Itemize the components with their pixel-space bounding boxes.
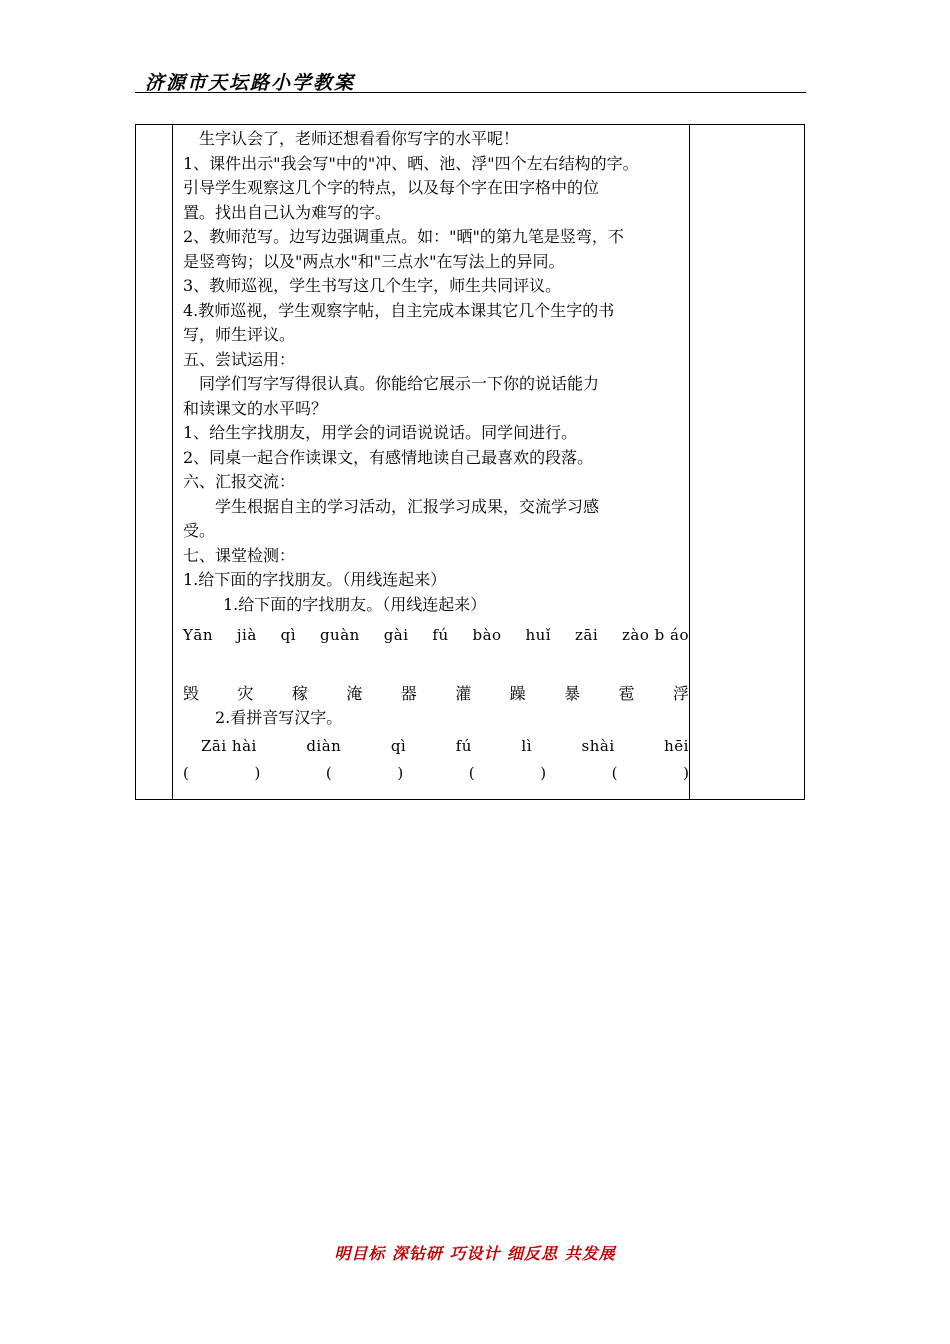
pinyin-item: diàn bbox=[306, 736, 342, 755]
answer-blank-paren: ( bbox=[468, 764, 475, 782]
content-line: 同学们写字写得很认真。你能给它展示一下你的说话能力 bbox=[199, 374, 600, 393]
character-row bbox=[183, 682, 689, 707]
content-line: 3、教师巡视，学生书写这几个生字，师生共同评议。 bbox=[183, 276, 562, 295]
pinyin-item: shài bbox=[581, 736, 615, 755]
section-heading: 六、汇报交流： bbox=[183, 472, 296, 491]
content-line: 受。 bbox=[183, 521, 216, 540]
content-line: 1、课件出示"我会写"中的"冲、晒、池、浮"四个左右结构的字。 bbox=[183, 153, 639, 173]
content-line: 是竖弯钩；以及"两点水"和"三点水"在写法上的异同。 bbox=[183, 251, 565, 271]
character-item: 雹 bbox=[618, 683, 635, 703]
answer-blank-paren: ) bbox=[540, 764, 547, 782]
pinyin-item: gài bbox=[383, 626, 409, 644]
exercise-title: 2.看拼音写汉字。 bbox=[215, 708, 343, 727]
section-heading: 五、尝试运用： bbox=[183, 349, 296, 369]
pinyin-item: zào b áo bbox=[622, 626, 689, 644]
character-item: 灾 bbox=[237, 683, 254, 703]
character-item: 灌 bbox=[455, 683, 472, 703]
character-item: 稼 bbox=[291, 683, 308, 703]
pinyin-item: fú bbox=[455, 736, 472, 755]
pinyin-item: Yān bbox=[183, 626, 214, 644]
answer-blank-paren: ( bbox=[611, 764, 618, 782]
pinyin-item: jià bbox=[236, 626, 257, 644]
exercise-title: 1.给下面的字找朋友。（用线连起来） bbox=[223, 594, 487, 614]
pinyin-item: qì bbox=[280, 626, 297, 644]
character-item: 器 bbox=[400, 683, 417, 703]
header-divider bbox=[135, 92, 806, 93]
pinyin-item: huǐ bbox=[525, 626, 552, 644]
content-line: 学生根据自主的学习活动，汇报学习成果，交流学习感 bbox=[215, 496, 600, 516]
pinyin-item: Zāi hài bbox=[201, 736, 257, 755]
answer-blank-paren: ) bbox=[683, 764, 689, 782]
table-column-divider-left bbox=[172, 125, 173, 799]
content-line: 2、同桌一起合作读课文，有感情地读自己最喜欢的段落。 bbox=[183, 447, 594, 467]
content-line: 引导学生观察这几个字的特点，以及每个字在田字格中的位 bbox=[183, 178, 600, 197]
character-item: 浮 bbox=[672, 683, 689, 703]
footer-motto: 明目标 深钻研 巧设计 细反思 共发展 bbox=[334, 1244, 616, 1263]
answer-blank-paren: ( bbox=[183, 764, 189, 782]
pinyin-item: zāi bbox=[574, 626, 599, 644]
pinyin-item: bào bbox=[472, 626, 502, 644]
content-line: 1、给生字找朋友，用学会的词语说说话。同学间进行。 bbox=[183, 423, 578, 442]
pinyin-item: hēi bbox=[664, 736, 689, 755]
content-line: 生字认会了，老师还想看看你写字的水平呢！ bbox=[199, 129, 520, 148]
answer-blank-paren: ) bbox=[254, 764, 261, 782]
section-heading: 七、课堂检测： bbox=[183, 545, 296, 565]
answer-blank-paren: ) bbox=[397, 764, 404, 782]
content-line: 2、教师范写。边写边强调重点。如："晒"的第九笔是竖弯，不 bbox=[183, 227, 624, 246]
header-title: 济源市天坛路小学教案 bbox=[145, 72, 356, 94]
pinyin-row-2 bbox=[183, 734, 689, 759]
content-line: 置。找出自己认为难写的字。 bbox=[183, 202, 392, 222]
character-item: 毁 bbox=[183, 683, 200, 703]
content-line: 写，师生评议。 bbox=[183, 325, 296, 344]
lesson-content bbox=[183, 127, 689, 786]
answer-blanks-row bbox=[183, 761, 689, 786]
pinyin-item: lì bbox=[521, 736, 533, 755]
exercise-title: 1.给下面的字找朋友。（用线连起来） bbox=[183, 570, 447, 589]
content-line: 4.教师巡视，学生观察字帖，自主完成本课其它几个生字的书 bbox=[183, 300, 615, 320]
table-column-divider-right bbox=[689, 125, 690, 799]
answer-blank-paren: ( bbox=[325, 764, 332, 782]
character-item: 淹 bbox=[346, 683, 363, 703]
pinyin-item: fú bbox=[432, 626, 449, 644]
pinyin-item: qì bbox=[390, 736, 407, 755]
content-line: 和读课文的水平吗？ bbox=[183, 398, 328, 418]
character-item: 躁 bbox=[509, 683, 526, 703]
character-item: 暴 bbox=[564, 683, 581, 703]
pinyin-row bbox=[183, 623, 689, 648]
pinyin-item: guàn bbox=[319, 626, 360, 644]
lesson-table bbox=[135, 124, 805, 800]
